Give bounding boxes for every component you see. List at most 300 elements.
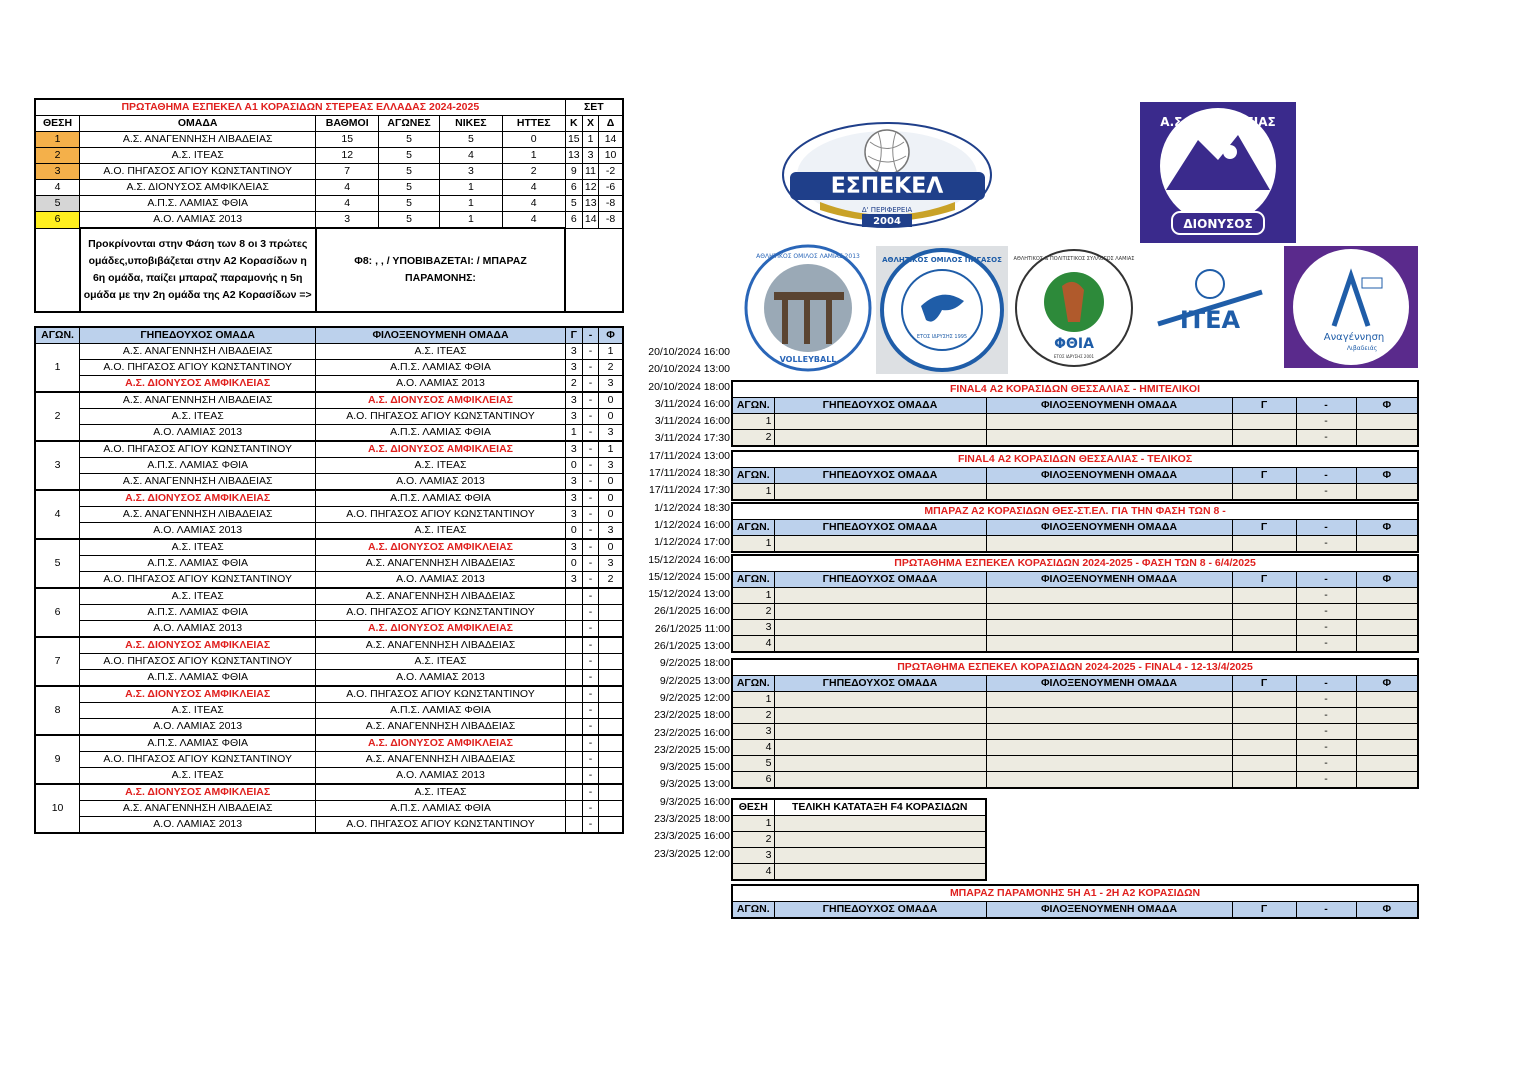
side-away <box>986 636 1232 653</box>
home-team: Α.Ο. ΛΑΜΙΑΣ 2013 <box>80 719 316 736</box>
home-sets: 3 <box>565 392 582 409</box>
standings-cell-pts: 4 <box>316 180 379 196</box>
home-team: Α.Ο. ΛΑΜΙΑΣ 2013 <box>80 523 316 540</box>
dash: - <box>582 344 598 360</box>
side-panel <box>731 450 1419 501</box>
standings-cell-k: 6 <box>565 180 582 196</box>
away-team: Α.Σ. ΑΝΑΓΕΝΝΗΣΗ ΛΙΒΑΔΕΙΑΣ <box>316 719 565 736</box>
round-number: 2 <box>35 392 80 441</box>
away-team: Α.Σ. ΙΤΕΑΣ <box>316 784 565 801</box>
side-header: - <box>1296 520 1356 536</box>
standings-cell-d: -6 <box>599 180 623 196</box>
ranking-header: ΤΕΛΙΚΗ ΚΑΤΑΤΑΞΗ F4 ΚΟΡΑΣΙΔΩΝ <box>774 799 986 816</box>
lamia-2013-logo <box>744 244 872 372</box>
match-date: 23/2/2025 16:00 <box>654 726 730 739</box>
home-team: Α.Π.Σ. ΛΑΜΙΑΣ ΦΘΙΑ <box>80 458 316 474</box>
fixture-row <box>35 425 623 442</box>
side-panel-row <box>732 536 1418 553</box>
side-home <box>774 414 986 430</box>
away-team: Α.Ο. ΛΑΜΙΑΣ 2013 <box>316 572 565 589</box>
round-number: 4 <box>35 490 80 539</box>
side-home <box>774 692 986 708</box>
home-team: Α.Ο. ΛΑΜΙΑΣ 2013 <box>80 621 316 638</box>
match-date: 17/11/2024 13:00 <box>649 449 730 462</box>
away-team: Α.Π.Σ. ΛΑΜΙΑΣ ΦΘΙΑ <box>316 360 565 376</box>
side-panel <box>731 502 1419 553</box>
match-date: 9/3/2025 15:00 <box>659 761 730 774</box>
standings-header: ΘΕΣΗ <box>35 116 80 132</box>
side-panel-title: FINAL4 Α2 ΚΟΡΑΣΙΔΩΝ ΘΕΣΣΑΛΙΑΣ - ΤΕΛΙΚΟΣ <box>732 451 1418 468</box>
home-sets: 3 <box>565 507 582 523</box>
svg-text:ΕΤΟΣ ΙΔΡΥΣΗΣ 1995: ΕΤΟΣ ΙΔΡΥΣΗΣ 1995 <box>916 334 968 340</box>
side-dash: - <box>1296 636 1356 653</box>
dash: - <box>582 686 598 703</box>
side-header: ΓΗΠΕΔΟΥΧΟΣ ΟΜΑΔΑ <box>774 572 986 588</box>
standings-cell-pts: 12 <box>316 148 379 164</box>
match-date: 15/12/2024 15:00 <box>648 570 730 583</box>
side-row-number: 2 <box>732 708 774 724</box>
dash: - <box>582 621 598 638</box>
side-panel-row <box>732 692 1418 708</box>
match-date: 20/10/2024 16:00 <box>648 346 730 358</box>
fixture-row <box>35 605 623 621</box>
svg-text:ΑΘΛΗΤΙΚΟΣ & ΠΟΛΙΤΙΣΤΙΚΟΣ ΣΥΛΛΟ: ΑΘΛΗΤΙΚΟΣ & ΠΟΛΙΤΙΣΤΙΚΟΣ ΣΥΛΛΟΓΟΣ ΛΑΜΙΑΣ <box>1013 256 1135 262</box>
pigasos-logo <box>876 246 1008 374</box>
side-away <box>986 484 1232 501</box>
standings-cell-pos: 1 <box>35 132 80 148</box>
dash: - <box>582 409 598 425</box>
side-f <box>1356 756 1418 772</box>
side-header: Γ <box>1232 520 1296 536</box>
ranking-team <box>774 864 986 881</box>
espekel-logo <box>780 120 995 230</box>
home-sets <box>565 735 582 752</box>
side-row-number: 1 <box>732 692 774 708</box>
dash: - <box>582 572 598 589</box>
svg-text:ΕΣΠΕΚΕΛ: ΕΣΠΕΚΕΛ <box>830 174 944 199</box>
side-header: ΑΓΩΝ. <box>732 398 774 414</box>
away-team: Α.Σ. ΙΤΕΑΣ <box>316 344 565 360</box>
match-date: 9/3/2025 16:00 <box>659 795 730 808</box>
away-sets: 2 <box>599 572 623 589</box>
standings-cell-pts: 7 <box>316 164 379 180</box>
side-row-number: 1 <box>732 588 774 604</box>
standings-row <box>35 180 623 196</box>
away-team: Α.Ο. ΠΗΓΑΣΟΣ ΑΓΙΟΥ ΚΩΝΣΤΑΝΤΙΝΟΥ <box>316 686 565 703</box>
ranking-header: ΘΕΣΗ <box>732 799 774 816</box>
match-date: 1/12/2024 16:00 <box>654 518 730 531</box>
fixture-row <box>35 409 623 425</box>
dash: - <box>582 719 598 736</box>
away-team: Α.Ο. ΛΑΜΙΑΣ 2013 <box>316 376 565 393</box>
side-panel-row <box>732 740 1418 756</box>
fixture-row <box>35 801 623 817</box>
dash: - <box>582 490 598 507</box>
match-date: 3/11/2024 16:00 <box>654 415 730 428</box>
side-header: Γ <box>1232 676 1296 692</box>
standings-cell-games: 5 <box>379 212 440 229</box>
side-panel-row <box>732 430 1418 447</box>
standings-cell-d: 14 <box>599 132 623 148</box>
side-f <box>1356 692 1418 708</box>
home-sets: 3 <box>565 344 582 360</box>
fixture-row <box>35 474 623 491</box>
home-team: Α.Σ. ΙΤΕΑΣ <box>80 539 316 556</box>
match-date: 9/2/2025 12:00 <box>659 691 730 704</box>
side-f <box>1356 484 1418 501</box>
amfikleia-logo <box>1138 100 1298 245</box>
round-number: 10 <box>35 784 80 833</box>
away-team: Α.Π.Σ. ΛΑΜΙΑΣ ΦΘΙΑ <box>316 703 565 719</box>
home-team: Α.Σ. ΑΝΑΓΕΝΝΗΣΗ ΛΙΒΑΔΕΙΑΣ <box>80 801 316 817</box>
fixture-row <box>35 817 623 834</box>
fixture-row <box>35 458 623 474</box>
side-panel-row <box>732 724 1418 740</box>
away-team: Α.Ο. ΛΑΜΙΑΣ 2013 <box>316 768 565 785</box>
side-panel-row <box>732 620 1418 636</box>
fthia-logo <box>1012 246 1136 372</box>
standings-table <box>34 98 624 313</box>
home-sets: 3 <box>565 474 582 491</box>
home-sets <box>565 621 582 638</box>
side-dash: - <box>1296 588 1356 604</box>
home-sets <box>565 801 582 817</box>
fixtures-header: ΑΓΩΝ. <box>35 327 80 344</box>
match-date: 3/11/2024 17:30 <box>654 432 730 445</box>
match-date: 26/1/2025 16:00 <box>654 605 730 618</box>
side-panel-title: ΠΡΩΤΑΘΗΜΑ ΕΣΠΕΚΕΛ ΚΟΡΑΣΙΔΩΝ 2024-2025 - ΦΑΣΗ ΤΩΝ 8 - 6/4/2025 <box>732 555 1418 572</box>
home-team: Α.Ο. ΠΗΓΑΣΟΣ ΑΓΙΟΥ ΚΩΝΣΤΑΝΤΙΝΟΥ <box>80 654 316 670</box>
fixture-row <box>35 670 623 687</box>
side-f <box>1356 772 1418 789</box>
ranking-row <box>732 816 986 832</box>
home-team: Α.Ο. ΠΗΓΑΣΟΣ ΑΓΙΟΥ ΚΩΝΣΤΑΝΤΙΝΟΥ <box>80 441 316 458</box>
side-g <box>1232 636 1296 653</box>
standings-cell-wins: 1 <box>439 212 502 229</box>
standings-cell-d: -2 <box>599 164 623 180</box>
dash: - <box>582 507 598 523</box>
match-date: 20/10/2024 13:00 <box>648 363 730 376</box>
fixture-row <box>35 344 623 360</box>
match-date: 17/11/2024 17:30 <box>649 484 730 497</box>
side-header: ΓΗΠΕΔΟΥΧΟΣ ΟΜΑΔΑ <box>774 520 986 536</box>
match-date: 1/12/2024 17:00 <box>654 536 730 549</box>
away-team: Α.Σ. ΔΙΟΝΥΣΟΣ ΑΜΦΙΚΛΕΙΑΣ <box>316 392 565 409</box>
away-sets <box>599 670 623 687</box>
away-team: Α.Π.Σ. ΛΑΜΙΑΣ ΦΘΙΑ <box>316 490 565 507</box>
away-team: Α.Σ. ΙΤΕΑΣ <box>316 654 565 670</box>
fixture-row <box>35 686 623 703</box>
away-team: Α.Ο. ΠΗΓΑΣΟΣ ΑΓΙΟΥ ΚΩΝΣΤΑΝΤΙΝΟΥ <box>316 507 565 523</box>
fixture-row <box>35 654 623 670</box>
away-sets: 0 <box>599 507 623 523</box>
standings-cell-team: Α.Σ. ΑΝΑΓΕΝΝΗΣΗ ΛΙΒΑΔΕΙΑΣ <box>80 132 316 148</box>
round-number: 1 <box>35 344 80 393</box>
side-dash: - <box>1296 484 1356 501</box>
standings-cell-d: -8 <box>599 212 623 229</box>
away-sets: 3 <box>599 458 623 474</box>
side-g <box>1232 740 1296 756</box>
side-row-number: 6 <box>732 772 774 789</box>
match-date: 15/12/2024 13:00 <box>648 588 730 601</box>
standings-cell-pos: 4 <box>35 180 80 196</box>
side-header: - <box>1296 902 1356 919</box>
itea-logo <box>1150 262 1270 342</box>
side-header: - <box>1296 398 1356 414</box>
standings-cell-d: 10 <box>599 148 623 164</box>
standings-cell-x: 13 <box>582 196 598 212</box>
home-team: Α.Σ. ΙΤΕΑΣ <box>80 588 316 605</box>
side-home <box>774 708 986 724</box>
side-panel-row <box>732 414 1418 430</box>
match-date: 23/3/2025 12:00 <box>654 847 730 860</box>
away-team: Α.Σ. ΑΝΑΓΕΝΝΗΣΗ ΛΙΒΑΔΕΙΑΣ <box>316 556 565 572</box>
barrage-title: ΜΠΑΡΑΖ ΠΑΡΑΜΟΝΗΣ 5Η Α1 - 2Η Α2 ΚΟΡΑΣΙΔΩΝ <box>732 885 1418 902</box>
fixture-row <box>35 507 623 523</box>
standings-cell-k: 5 <box>565 196 582 212</box>
standings-cell-k: 9 <box>565 164 582 180</box>
side-dash: - <box>1296 740 1356 756</box>
side-header: ΑΓΩΝ. <box>732 902 774 919</box>
home-team: Α.Σ. ΑΝΑΓΕΝΝΗΣΗ ΛΙΒΑΔΕΙΑΣ <box>80 392 316 409</box>
home-sets: 3 <box>565 539 582 556</box>
home-sets <box>565 654 582 670</box>
side-header: ΓΗΠΕΔΟΥΧΟΣ ΟΜΑΔΑ <box>774 902 986 919</box>
standings-cell-team: Α.Σ. ΙΤΕΑΣ <box>80 148 316 164</box>
standings-cell-pos: 3 <box>35 164 80 180</box>
side-dash: - <box>1296 772 1356 789</box>
dash: - <box>582 523 598 540</box>
match-date: 9/3/2025 13:00 <box>659 778 730 791</box>
standings-cell-losses: 2 <box>502 164 565 180</box>
home-sets <box>565 637 582 654</box>
side-home <box>774 636 986 653</box>
side-panel-title: ΜΠΑΡΑΖ Α2 ΚΟΡΑΣΙΔΩΝ ΘΕΣ-ΣΤ.ΕΛ. ΓΙΑ ΤΗΝ ΦΑΣΗ ΤΩΝ 8 - <box>732 503 1418 520</box>
standings-header: ΗΤΤΕΣ <box>502 116 565 132</box>
side-header: Γ <box>1232 468 1296 484</box>
standings-cell-wins: 5 <box>439 132 502 148</box>
side-home <box>774 430 986 447</box>
side-home <box>774 620 986 636</box>
side-g <box>1232 588 1296 604</box>
side-dash: - <box>1296 756 1356 772</box>
standings-header: ΒΑΘΜΟΙ <box>316 116 379 132</box>
away-sets <box>599 801 623 817</box>
fixture-row <box>35 392 623 409</box>
dash: - <box>582 539 598 556</box>
away-sets <box>599 784 623 801</box>
standings-cell-wins: 4 <box>439 148 502 164</box>
standings-cell-team: Α.Ο. ΠΗΓΑΣΟΣ ΑΓΙΟΥ ΚΩΝΣΤΑΝΤΙΝΟΥ <box>80 164 316 180</box>
svg-text:Λιβαδειάς: Λιβαδειάς <box>1346 345 1378 352</box>
home-sets <box>565 670 582 687</box>
fixtures-table <box>34 326 624 834</box>
side-home <box>774 772 986 789</box>
fixtures-header: - <box>582 327 598 344</box>
ranking-row <box>732 864 986 881</box>
side-row-number: 4 <box>732 636 774 653</box>
dash: - <box>582 703 598 719</box>
side-header: ΦΙΛΟΞΕΝΟΥΜΕΝΗ ΟΜΑΔΑ <box>986 468 1232 484</box>
fixture-row <box>35 376 623 393</box>
side-g <box>1232 430 1296 447</box>
ranking-position: 4 <box>732 864 774 881</box>
side-g <box>1232 692 1296 708</box>
side-header: ΓΗΠΕΔΟΥΧΟΣ ΟΜΑΔΑ <box>774 468 986 484</box>
away-sets <box>599 637 623 654</box>
side-away <box>986 604 1232 620</box>
standings-row <box>35 148 623 164</box>
home-sets: 3 <box>565 409 582 425</box>
side-header: Φ <box>1356 520 1418 536</box>
away-sets: 3 <box>599 425 623 442</box>
home-sets: 0 <box>565 556 582 572</box>
side-home <box>774 536 986 553</box>
side-dash: - <box>1296 430 1356 447</box>
side-row-number: 2 <box>732 604 774 620</box>
fixture-row <box>35 621 623 638</box>
side-row-number: 1 <box>732 484 774 501</box>
away-team: Α.Σ. ΔΙΟΝΥΣΟΣ ΑΜΦΙΚΛΕΙΑΣ <box>316 539 565 556</box>
dash: - <box>582 376 598 393</box>
fixture-row <box>35 719 623 736</box>
standings-cell-d: -8 <box>599 196 623 212</box>
standings-header: Δ <box>599 116 623 132</box>
fixture-row <box>35 703 623 719</box>
home-team: Α.Ο. ΠΗΓΑΣΟΣ ΑΓΙΟΥ ΚΩΝΣΤΑΝΤΙΝΟΥ <box>80 752 316 768</box>
standings-header: Κ <box>565 116 582 132</box>
side-header: ΑΓΩΝ. <box>732 572 774 588</box>
away-team: Α.Ο. ΠΗΓΑΣΟΣ ΑΓΙΟΥ ΚΩΝΣΤΑΝΤΙΝΟΥ <box>316 409 565 425</box>
dash: - <box>582 392 598 409</box>
match-date: 23/2/2025 15:00 <box>654 743 730 756</box>
set-title: ΣΕΤ <box>565 99 623 116</box>
side-header: Γ <box>1232 902 1296 919</box>
standings-row <box>35 132 623 148</box>
side-g <box>1232 414 1296 430</box>
side-f <box>1356 588 1418 604</box>
standings-cell-games: 5 <box>379 180 440 196</box>
standings-cell-wins: 1 <box>439 180 502 196</box>
home-sets: 2 <box>565 376 582 393</box>
away-sets: 1 <box>599 344 623 360</box>
side-panel-row <box>732 636 1418 653</box>
away-team: Α.Σ. ΑΝΑΓΕΝΝΗΣΗ ΛΙΒΑΔΕΙΑΣ <box>316 637 565 654</box>
home-sets <box>565 752 582 768</box>
fixture-row <box>35 523 623 540</box>
side-panel-row <box>732 756 1418 772</box>
home-sets <box>565 605 582 621</box>
away-team: Α.Σ. ΙΤΕΑΣ <box>316 458 565 474</box>
side-panel <box>731 554 1419 653</box>
side-panel-title: FINAL4 Α2 ΚΟΡΑΣΙΔΩΝ ΘΕΣΣΑΛΙΑΣ - ΗΜΙΤΕΛΙΚΟΙ <box>732 381 1418 398</box>
match-date: 15/12/2024 16:00 <box>648 553 730 566</box>
final-ranking <box>731 798 987 881</box>
home-team: Α.Π.Σ. ΛΑΜΙΑΣ ΦΘΙΑ <box>80 735 316 752</box>
match-date: 9/2/2025 18:00 <box>659 657 730 670</box>
away-team: Α.Π.Σ. ΛΑΜΙΑΣ ΦΘΙΑ <box>316 801 565 817</box>
fixture-row <box>35 752 623 768</box>
side-away <box>986 430 1232 447</box>
side-header: Φ <box>1356 572 1418 588</box>
away-sets: 3 <box>599 523 623 540</box>
svg-text:ΕΤΟΣ ΙΔΡΥΣΗΣ 2001: ΕΤΟΣ ΙΔΡΥΣΗΣ 2001 <box>1053 354 1095 359</box>
ranking-position: 2 <box>732 832 774 848</box>
side-row-number: 2 <box>732 430 774 447</box>
side-g <box>1232 756 1296 772</box>
side-header: - <box>1296 468 1356 484</box>
dash: - <box>582 637 598 654</box>
standings-cell-pts: 4 <box>316 196 379 212</box>
away-team: Α.Σ. ΔΙΟΝΥΣΟΣ ΑΜΦΙΚΛΕΙΑΣ <box>316 621 565 638</box>
side-header: ΓΗΠΕΔΟΥΧΟΣ ΟΜΑΔΑ <box>774 398 986 414</box>
fixture-row <box>35 572 623 589</box>
svg-text:Δ' ΠΕΡΙΦΕΡΕΙΑ: Δ' ΠΕΡΙΦΕΡΕΙΑ <box>861 206 913 214</box>
home-sets <box>565 588 582 605</box>
standings-cell-losses: 4 <box>502 180 565 196</box>
side-header: Φ <box>1356 676 1418 692</box>
dash: - <box>582 425 598 442</box>
side-row-number: 1 <box>732 536 774 553</box>
side-home <box>774 604 986 620</box>
away-sets: 0 <box>599 490 623 507</box>
side-header: ΦΙΛΟΞΕΝΟΥΜΕΝΗ ΟΜΑΔΑ <box>986 676 1232 692</box>
standings-cell-x: 14 <box>582 212 598 229</box>
away-sets <box>599 654 623 670</box>
svg-text:Αναγέννηση: Αναγέννηση <box>1323 332 1385 343</box>
dash: - <box>582 670 598 687</box>
away-team: Α.Ο. ΛΑΜΙΑΣ 2013 <box>316 474 565 491</box>
match-date: 9/2/2025 13:00 <box>659 674 730 687</box>
match-date: 23/3/2025 18:00 <box>654 813 730 826</box>
side-home <box>774 588 986 604</box>
qualification-note: Προκρίνονται στην Φάση των 8 οι 3 πρώτες ομάδες,υποβιβάζεται στην Α2 Κορασίδων η 6η ομάδα, παίζει μπαραζ παραμονής η 5η ομάδα με την 2η ομάδα της Α2 Κορασίδων => <box>80 228 316 312</box>
home-team: Α.Σ. ΑΝΑΓΕΝΝΗΣΗ ΛΙΒΑΔΕΙΑΣ <box>80 474 316 491</box>
standings-cell-wins: 1 <box>439 196 502 212</box>
side-header: - <box>1296 676 1356 692</box>
side-g <box>1232 772 1296 789</box>
side-g <box>1232 708 1296 724</box>
round-number: 6 <box>35 588 80 637</box>
side-away <box>986 588 1232 604</box>
side-f <box>1356 414 1418 430</box>
svg-text:VOLLEYBALL: VOLLEYBALL <box>779 355 837 364</box>
away-sets: 0 <box>599 474 623 491</box>
home-team: Α.Σ. ΑΝΑΓΕΝΝΗΣΗ ΛΙΒΑΔΕΙΑΣ <box>80 507 316 523</box>
standings-cell-wins: 3 <box>439 164 502 180</box>
standings-row <box>35 196 623 212</box>
side-g <box>1232 724 1296 740</box>
side-dash: - <box>1296 536 1356 553</box>
side-header: - <box>1296 572 1356 588</box>
side-header: Φ <box>1356 468 1418 484</box>
home-sets: 0 <box>565 458 582 474</box>
side-header: ΦΙΛΟΞΕΝΟΥΜΕΝΗ ΟΜΑΔΑ <box>986 520 1232 536</box>
side-dash: - <box>1296 414 1356 430</box>
home-team: Α.Σ. ΔΙΟΝΥΣΟΣ ΑΜΦΙΚΛΕΙΑΣ <box>80 686 316 703</box>
side-home <box>774 724 986 740</box>
side-g <box>1232 484 1296 501</box>
svg-text:ΔΙΟΝΥΣΟΣ: ΔΙΟΝΥΣΟΣ <box>1183 217 1253 231</box>
dash: - <box>582 654 598 670</box>
standings-cell-x: 1 <box>582 132 598 148</box>
standings-cell-k: 15 <box>565 132 582 148</box>
side-header: Γ <box>1232 398 1296 414</box>
match-date: 23/3/2025 16:00 <box>654 830 730 843</box>
home-sets: 0 <box>565 523 582 540</box>
result-note: Φ8: , , / ΥΠΟΒΙΒΑΖΕΤΑΙ: / ΜΠΑΡΑΖ ΠΑΡΑΜΟΝΗΣ: <box>316 228 565 312</box>
standings-row <box>35 212 623 229</box>
